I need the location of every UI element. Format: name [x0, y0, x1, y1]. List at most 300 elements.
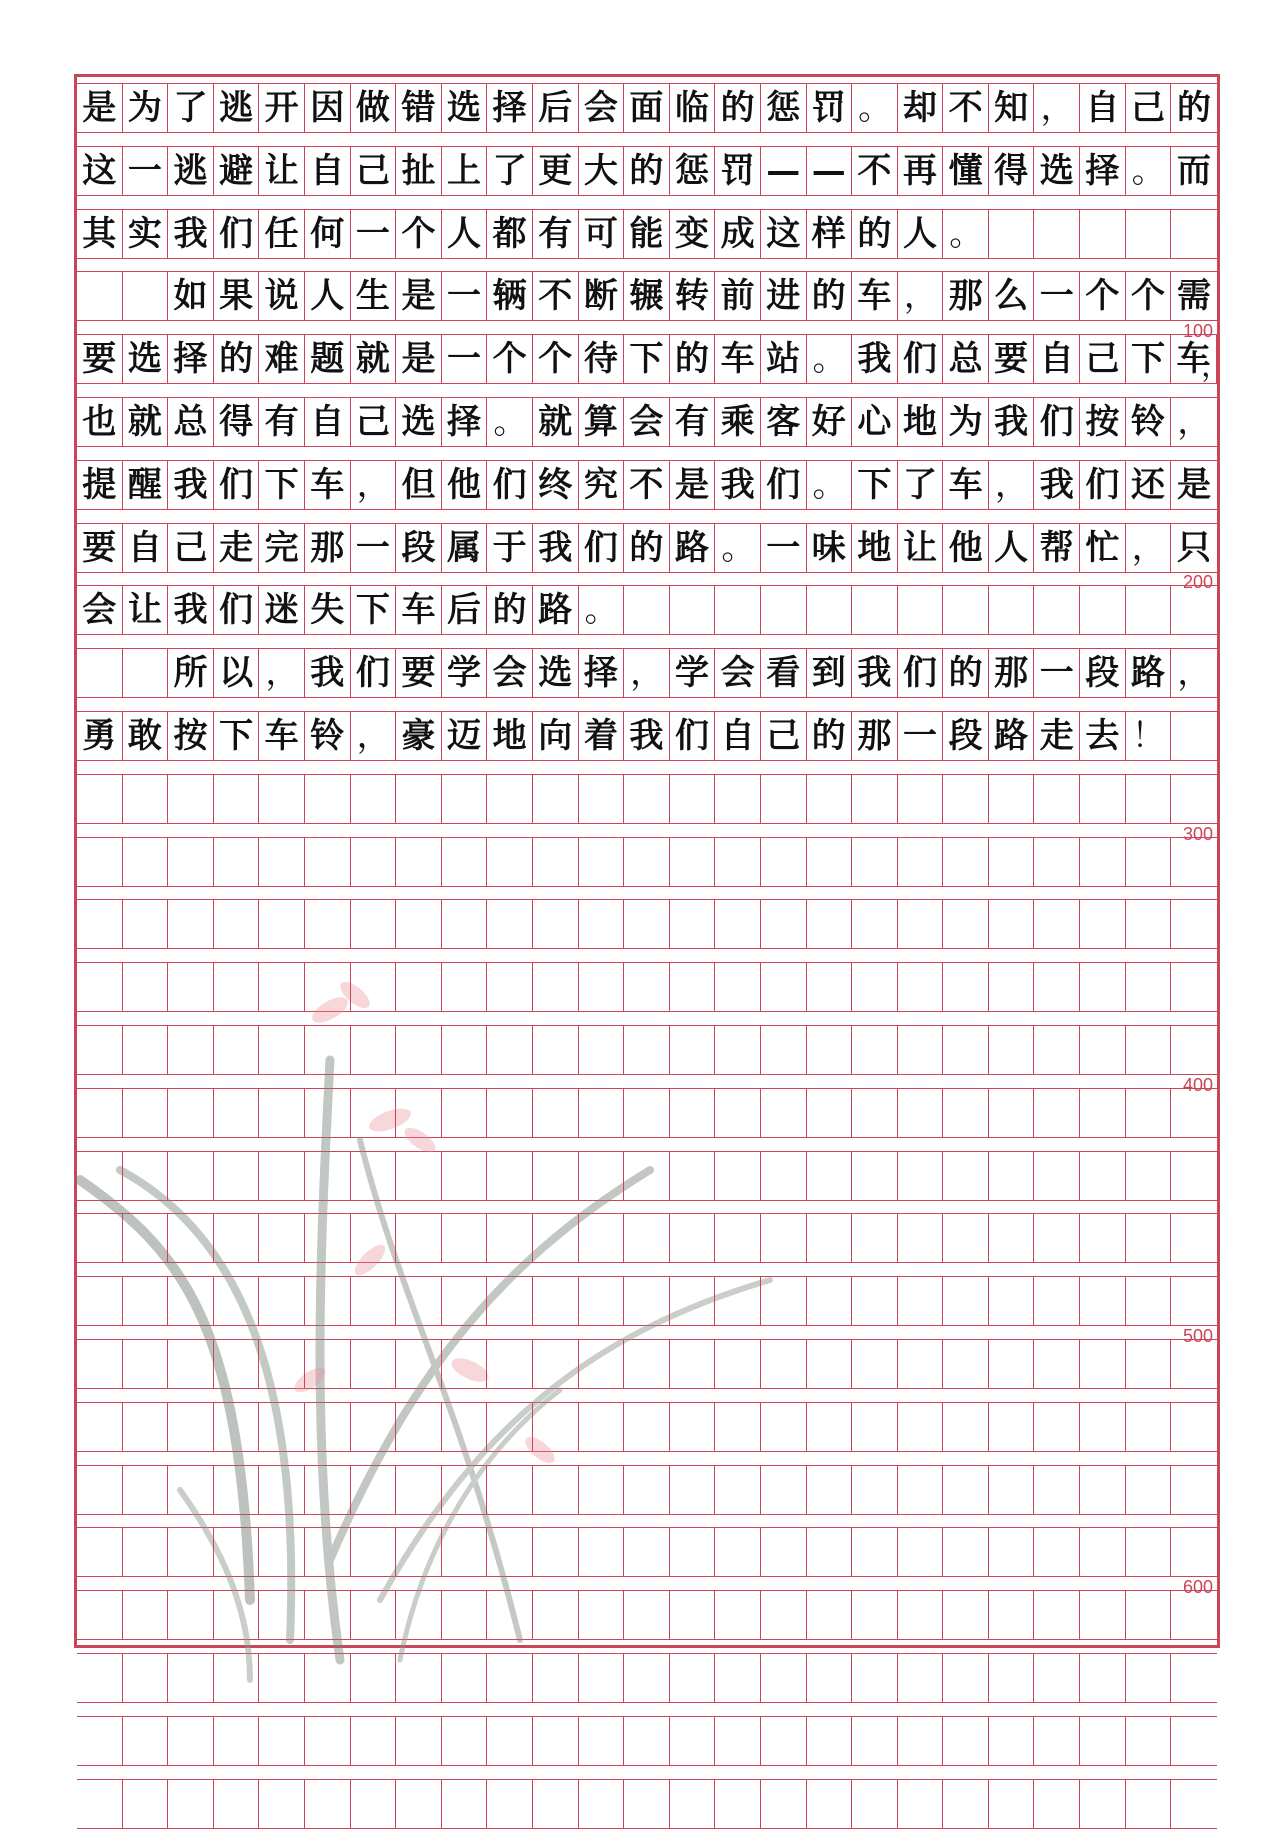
grid-cell: [77, 1591, 123, 1639]
grid-cell: [989, 775, 1035, 823]
grid-cell: [624, 1152, 670, 1200]
grid-cell: [807, 1654, 853, 1702]
grid-cell: 选: [1034, 147, 1080, 195]
grid-cell: 按: [1080, 398, 1126, 446]
grid-cell: [1080, 1403, 1126, 1451]
grid-cell: [351, 1780, 397, 1828]
grid-row: [77, 397, 1217, 447]
grid-cell: [670, 1403, 716, 1451]
grid-cell: 总: [943, 335, 989, 383]
grid-cell: [1034, 1152, 1080, 1200]
grid-cell: 这: [761, 210, 807, 258]
grid-cell: —: [807, 147, 853, 195]
grid-cell: 的: [624, 147, 670, 195]
grid-cell: 知: [989, 84, 1035, 132]
grid-cell: [670, 1654, 716, 1702]
grid-cell: [442, 775, 488, 823]
grid-cell: [1080, 1340, 1126, 1388]
grid-cell: 惩: [761, 84, 807, 132]
grid-cell: [943, 1340, 989, 1388]
grid-cell: [259, 963, 305, 1011]
grid-cell: 但: [396, 461, 442, 509]
grid-cell: [1034, 1591, 1080, 1639]
grid-cell: [852, 1717, 898, 1765]
word-count-marker: 300: [1182, 823, 1213, 844]
grid-cell: 人: [442, 210, 488, 258]
grid-cell: 是: [396, 272, 442, 320]
grid-cell: [1034, 1717, 1080, 1765]
grid-cell: 那: [852, 712, 898, 760]
grid-cell: 变: [670, 210, 716, 258]
grid-cell: [852, 1340, 898, 1388]
grid-cell: 学: [670, 649, 716, 697]
grid-cell: [259, 1654, 305, 1702]
grid-cell: 可: [579, 210, 625, 258]
grid-cell: 究: [579, 461, 625, 509]
grid-cell: [624, 1466, 670, 1514]
grid-cell: [351, 1466, 397, 1514]
grid-cell: [305, 1780, 351, 1828]
grid-cell: 我: [168, 210, 214, 258]
grid-cell: [1126, 1277, 1172, 1325]
grid-cell: [396, 1654, 442, 1702]
grid-cell: [168, 1780, 214, 1828]
grid-cell: 属: [442, 524, 488, 572]
grid-cell: 会: [77, 586, 123, 634]
grid-cell: 我: [305, 649, 351, 697]
grid-cell: [761, 900, 807, 948]
grid-cell: [852, 1403, 898, 1451]
grid-cell: [487, 1214, 533, 1262]
grid-cell: 自: [1034, 335, 1080, 383]
grid-cell: [1034, 1214, 1080, 1262]
grid-cell: 。: [852, 84, 898, 132]
grid-cell: [487, 1528, 533, 1576]
grid-cell: [168, 1591, 214, 1639]
grid-cell: [1126, 210, 1172, 258]
grid-cell: [989, 1780, 1035, 1828]
grid-cell: [533, 1089, 579, 1137]
grid-cell: [1034, 210, 1080, 258]
grid-cell: [852, 838, 898, 886]
grid-row: [77, 1213, 1217, 1263]
grid-cell: [807, 1026, 853, 1074]
grid-cell: 需: [1177, 276, 1212, 317]
grid-cell: 不: [624, 461, 670, 509]
grid-cell: ！: [1126, 712, 1172, 760]
grid-cell: [761, 1654, 807, 1702]
grid-cell: [989, 1026, 1035, 1074]
grid-cell: [898, 1152, 944, 1200]
grid-cell: 的: [807, 712, 853, 760]
grid-cell: 一: [898, 712, 944, 760]
grid-cell: 们: [579, 524, 625, 572]
grid-cell: [1126, 900, 1172, 948]
grid-cell: 己: [168, 524, 214, 572]
grid-cell: [579, 1026, 625, 1074]
grid-cell: [533, 1717, 579, 1765]
grid-cell: ，: [351, 461, 397, 509]
grid-cell: 一: [1034, 649, 1080, 697]
grid-cell: [989, 1654, 1035, 1702]
grid-cell: [579, 963, 625, 1011]
grid-row: [77, 962, 1217, 1012]
grid-cell: 铃: [1126, 398, 1172, 446]
grid-cell: 车: [396, 586, 442, 634]
grid-cell: [715, 1591, 761, 1639]
grid-cell: [670, 1277, 716, 1325]
grid-cell: [305, 1466, 351, 1514]
grid-cell: [1034, 1780, 1080, 1828]
grid-cell: 后: [533, 84, 579, 132]
grid-row: [77, 585, 1217, 635]
grid-cell: [214, 1340, 260, 1388]
grid-cell: 们: [214, 586, 260, 634]
grid-cell: [761, 1026, 807, 1074]
grid-cell: 下: [1126, 335, 1172, 383]
grid-cell: [123, 649, 169, 697]
grid-cell: [259, 1528, 305, 1576]
grid-cell: [168, 1654, 214, 1702]
grid-cell: [670, 1152, 716, 1200]
grid-cell: [1034, 1654, 1080, 1702]
grid-cell: [761, 1277, 807, 1325]
grid-cell: [1080, 775, 1126, 823]
grid-cell: 这: [77, 147, 123, 195]
grid-cell: 是: [670, 461, 716, 509]
grid-cell: ，: [989, 461, 1035, 509]
overflow-punctuation: ，: [1201, 349, 1231, 385]
grid-row: [77, 1590, 1217, 1640]
grid-cell: 择: [1080, 147, 1126, 195]
grid-cell: [214, 1214, 260, 1262]
grid-cell: 选: [533, 649, 579, 697]
grid-cell: [442, 1089, 488, 1137]
grid-cell: 是: [396, 335, 442, 383]
grid-cell: 有: [670, 398, 716, 446]
grid-cell: 车: [259, 712, 305, 760]
grid-cell: [761, 838, 807, 886]
grid-cell: 惩: [670, 147, 716, 195]
grid-cell: 们: [898, 335, 944, 383]
grid-cell: [305, 1152, 351, 1200]
grid-cell: 好: [807, 398, 853, 446]
grid-cell: [1034, 1277, 1080, 1325]
grid-cell: [852, 775, 898, 823]
grid-cell: [168, 1026, 214, 1074]
grid-cell: [259, 1152, 305, 1200]
grid-cell: [1126, 1403, 1172, 1451]
grid-cell: ，: [259, 649, 305, 697]
grid-cell: [259, 838, 305, 886]
grid-cell: [487, 1026, 533, 1074]
grid-cell: 段: [943, 712, 989, 760]
grid-cell: [1171, 586, 1217, 634]
grid-cell: 自: [123, 524, 169, 572]
grid-cell: 的: [852, 210, 898, 258]
grid-cell: [715, 1152, 761, 1200]
grid-cell: 段: [1080, 649, 1126, 697]
grid-cell: [533, 1026, 579, 1074]
grid-cell: [123, 1466, 169, 1514]
grid-cell: [351, 1277, 397, 1325]
grid-cell: [396, 1277, 442, 1325]
grid-cell: 因: [305, 84, 351, 132]
grid-cell: 进: [761, 272, 807, 320]
grid-cell: 着: [579, 712, 625, 760]
grid-cell: 择: [168, 335, 214, 383]
grid-cell: [396, 1089, 442, 1137]
grid-cell: [898, 1591, 944, 1639]
grid-cell: [1080, 210, 1126, 258]
grid-cell: [1171, 210, 1217, 258]
grid-cell: 总: [168, 398, 214, 446]
grid-cell: ，: [898, 272, 944, 320]
grid-cell: 避: [214, 147, 260, 195]
grid-cell: 大: [579, 147, 625, 195]
grid-cell: 为: [123, 84, 169, 132]
grid-cell: [305, 1528, 351, 1576]
grid-cell: [168, 900, 214, 948]
grid-cell: 车: [715, 335, 761, 383]
grid-cell: 不: [852, 147, 898, 195]
grid-cell: [305, 900, 351, 948]
grid-cell: 样: [807, 210, 853, 258]
grid-cell: [487, 1152, 533, 1200]
grid-cell: 铃: [305, 712, 351, 760]
grid-cell: [168, 1277, 214, 1325]
grid-cell: [715, 1214, 761, 1262]
grid-cell: 下: [259, 461, 305, 509]
grid-cell: [442, 1214, 488, 1262]
grid-cell: [1126, 775, 1172, 823]
grid-cell: [579, 1089, 625, 1137]
grid-cell: [807, 1403, 853, 1451]
grid-cell: [487, 1780, 533, 1828]
grid-cell: [989, 1591, 1035, 1639]
grid-cell: [533, 1780, 579, 1828]
grid-cell: [807, 1214, 853, 1262]
grid-cell: [351, 1717, 397, 1765]
grid-cell: 是: [77, 84, 123, 132]
grid-cell: [898, 1717, 944, 1765]
grid-cell: [807, 1717, 853, 1765]
grid-cell: [123, 1403, 169, 1451]
grid-cell: 后: [442, 586, 488, 634]
grid-cell: [1080, 1717, 1126, 1765]
grid-cell: [351, 1214, 397, 1262]
grid-cell: [624, 1403, 670, 1451]
grid-cell: [1171, 838, 1217, 886]
grid-cell: 走: [214, 524, 260, 572]
grid-cell: [77, 1089, 123, 1137]
grid-cell: [214, 900, 260, 948]
grid-cell: [624, 900, 670, 948]
grid-cell: [1171, 1277, 1217, 1325]
grid-cell: [1171, 1026, 1217, 1074]
grid-cell: [77, 1026, 123, 1074]
grid-cell: 懂: [943, 147, 989, 195]
grid-cell: [351, 1089, 397, 1137]
grid-cell: 不: [943, 84, 989, 132]
grid-cell: 我: [168, 461, 214, 509]
grid-cell: [1171, 1654, 1217, 1702]
grid-cell: 也: [77, 398, 123, 446]
grid-cell: 去: [1080, 712, 1126, 760]
grid-cell: [396, 1152, 442, 1200]
grid-cell: 。: [715, 524, 761, 572]
grid-cell: ，: [1177, 653, 1212, 694]
grid-cell: [487, 1277, 533, 1325]
grid-cell: [1126, 1528, 1172, 1576]
grid-cell: [259, 1089, 305, 1137]
grid-cell: [396, 1340, 442, 1388]
grid-cell: [259, 1340, 305, 1388]
grid-cell: 段: [396, 524, 442, 572]
grid-cell: [396, 1026, 442, 1074]
grid-cell: [761, 1717, 807, 1765]
grid-cell: [670, 1026, 716, 1074]
grid-cell: [259, 1591, 305, 1639]
grid-cell: [579, 1780, 625, 1828]
grid-cell: 面: [624, 84, 670, 132]
grid-cell: 我: [989, 398, 1035, 446]
grid-cell: [442, 1528, 488, 1576]
grid-cell: 不: [533, 272, 579, 320]
grid-cell: 路: [670, 524, 716, 572]
grid-cell: 心: [852, 398, 898, 446]
grid-cell: 帮: [1034, 524, 1080, 572]
grid-cell: [533, 1214, 579, 1262]
grid-cell: [1080, 1654, 1126, 1702]
grid-cell: [487, 963, 533, 1011]
grid-cell: [898, 1089, 944, 1137]
grid-cell: 我: [624, 712, 670, 760]
grid-cell: [487, 1340, 533, 1388]
grid-cell: [351, 963, 397, 1011]
grid-cell: 前: [715, 272, 761, 320]
grid-cell: [77, 775, 123, 823]
grid-cell: [807, 838, 853, 886]
grid-row: [77, 1527, 1217, 1577]
grid-cell: 就: [533, 398, 579, 446]
grid-cell: [214, 775, 260, 823]
grid-cell: ，: [1034, 84, 1080, 132]
grid-cell: [442, 1152, 488, 1200]
grid-cell: [898, 900, 944, 948]
grid-cell: [168, 838, 214, 886]
grid-cell: [214, 1654, 260, 1702]
grid-cell: [77, 1780, 123, 1828]
grid-cell: [715, 1340, 761, 1388]
grid-cell: [123, 272, 169, 320]
grid-cell: [852, 963, 898, 1011]
grid-cell: 迷: [259, 586, 305, 634]
grid-cell: [396, 1780, 442, 1828]
grid-cell: [624, 1089, 670, 1137]
grid-cell: [670, 1528, 716, 1576]
grid-cell: [670, 1591, 716, 1639]
grid-cell: [989, 1403, 1035, 1451]
grid-cell: 一: [442, 272, 488, 320]
grid-cell: 路: [989, 712, 1035, 760]
grid-cell: 得: [214, 398, 260, 446]
grid-cell: [1171, 1403, 1217, 1451]
grid-cell: [1171, 1528, 1217, 1576]
grid-cell: [351, 1026, 397, 1074]
grid-row: [77, 1716, 1217, 1766]
grid-cell: [715, 1277, 761, 1325]
grid-cell: [943, 1089, 989, 1137]
grid-row: [77, 1779, 1217, 1829]
grid-cell: [670, 1089, 716, 1137]
grid-cell: [943, 1466, 989, 1514]
grid-cell: 而: [1177, 150, 1212, 191]
grid-cell: 罚: [807, 84, 853, 132]
grid-cell: [943, 1591, 989, 1639]
grid-cell: [761, 1340, 807, 1388]
grid-cell: [670, 775, 716, 823]
grid-cell: [989, 1277, 1035, 1325]
grid-cell: [442, 1466, 488, 1514]
grid-cell: 个: [396, 210, 442, 258]
grid-cell: [715, 1026, 761, 1074]
grid-cell: 逃: [168, 147, 214, 195]
grid-cell: 何: [305, 210, 351, 258]
grid-cell: 他: [943, 524, 989, 572]
grid-cell: [624, 1654, 670, 1702]
grid-cell: [396, 1528, 442, 1576]
grid-cell: [77, 1214, 123, 1262]
grid-row: [77, 83, 1217, 133]
grid-cell: [761, 1466, 807, 1514]
grid-cell: [1126, 1717, 1172, 1765]
grid-cell: 么: [989, 272, 1035, 320]
grid-cell: [533, 900, 579, 948]
grid-cell: [1126, 1780, 1172, 1828]
grid-cell: 一: [1034, 272, 1080, 320]
grid-cell: [396, 838, 442, 886]
grid-cell: [852, 1654, 898, 1702]
grid-cell: 扯: [396, 147, 442, 195]
grid-row: [77, 1653, 1217, 1703]
grid-cell: [807, 963, 853, 1011]
grid-cell: [943, 838, 989, 886]
grid-cell: [442, 900, 488, 948]
grid-cell: 个: [1126, 272, 1172, 320]
grid-cell: [77, 1466, 123, 1514]
grid-cell: [624, 1591, 670, 1639]
grid-cell: 站: [761, 335, 807, 383]
grid-cell: [943, 963, 989, 1011]
grid-cell: 们: [1080, 461, 1126, 509]
grid-cell: [989, 1214, 1035, 1262]
grid-cell: [123, 1214, 169, 1262]
grid-cell: [1126, 1214, 1172, 1262]
grid-cell: [77, 1528, 123, 1576]
grid-cell: 味: [807, 524, 853, 572]
grid-cell: [351, 1152, 397, 1200]
grid-cell: [442, 1591, 488, 1639]
grid-cell: [579, 900, 625, 948]
grid-cell: 题: [305, 335, 351, 383]
grid-cell: [898, 1780, 944, 1828]
grid-cell: [1034, 900, 1080, 948]
grid-cell: [1034, 1528, 1080, 1576]
grid-cell: [1080, 1591, 1126, 1639]
grid-cell: 己: [1080, 335, 1126, 383]
grid-cell: [989, 1152, 1035, 1200]
